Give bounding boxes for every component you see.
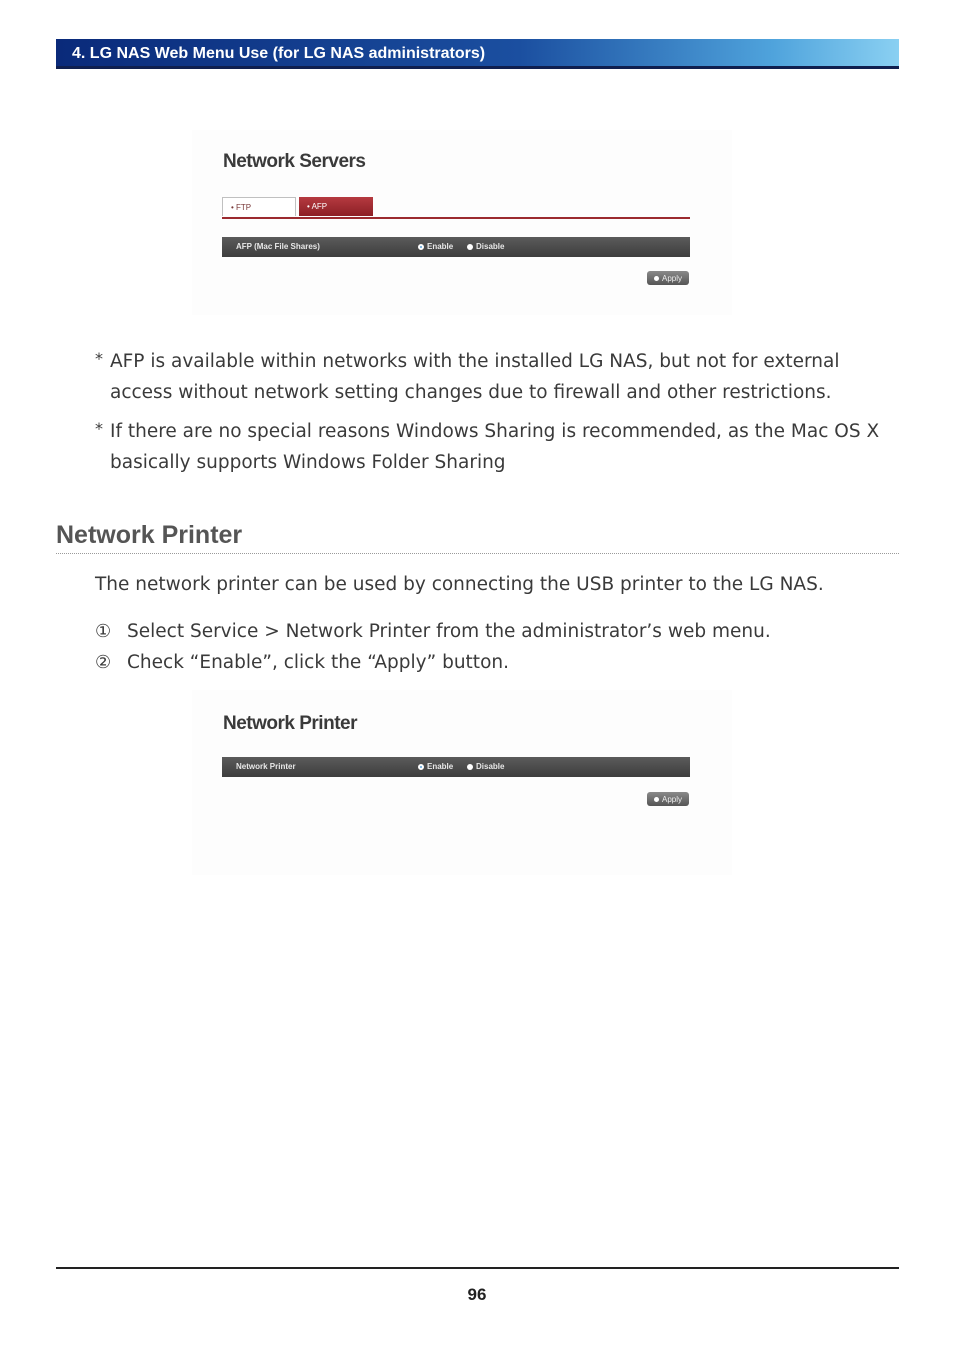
- page-number: 96: [467, 1285, 487, 1304]
- printer-setting-row: [222, 757, 690, 777]
- network-printer-screenshot: [192, 690, 732, 875]
- printer-apply-button[interactable]: [647, 792, 689, 806]
- step-number: ②: [95, 652, 112, 673]
- note-marker: *: [95, 419, 103, 438]
- server-tabs: [222, 196, 690, 219]
- network-servers-screenshot: [192, 130, 732, 315]
- radio-unselected-icon: [467, 764, 473, 770]
- afp-enable-radio[interactable]: [418, 242, 453, 251]
- afp-apply-button[interactable]: [647, 271, 689, 285]
- afp-setting-row: [222, 237, 690, 257]
- step-text: Select Service > Network Printer from the administrator’s web menu.: [127, 621, 771, 642]
- network-servers-title: Network Servers: [223, 151, 366, 172]
- chapter-title: 4. LG NAS Web Menu Use (for LG NAS administrators): [72, 45, 486, 62]
- radio-unselected-icon: [467, 244, 473, 250]
- network-printer-title: Network Printer: [223, 713, 357, 734]
- section-divider: [56, 553, 899, 554]
- step-1: [95, 621, 771, 642]
- note-afp-availability: [95, 346, 895, 408]
- printer-row-label: Network Printer: [236, 762, 296, 771]
- step-text: Check “Enable”, click the “Apply” button.: [127, 652, 509, 673]
- chapter-header-bar: [56, 39, 899, 69]
- printer-disable-radio[interactable]: [467, 762, 504, 771]
- note-text: If there are no special reasons Windows Sharing is recommended, as the Mac OS X basically supports Windows Folder Sharing: [110, 421, 880, 473]
- printer-disable-label: Disable: [476, 762, 505, 771]
- apply-icon: [654, 797, 659, 802]
- footer-divider: [56, 1267, 899, 1269]
- step-2: [95, 652, 509, 673]
- section-heading: Network Printer: [56, 521, 243, 549]
- tab-afp[interactable]: • AFP: [299, 197, 373, 216]
- apply-icon: [654, 276, 659, 281]
- note-text: AFP is available within networks with the installed LG NAS, but not for external access without network setting changes due to firewall and other restrictions.: [110, 351, 840, 403]
- note-marker: *: [95, 349, 103, 368]
- afp-row-label: AFP (Mac File Shares): [236, 242, 320, 251]
- afp-disable-radio[interactable]: [467, 242, 504, 251]
- radio-selected-icon: [418, 244, 424, 250]
- section-intro: The network printer can be used by connecting the USB printer to the LG NAS.: [95, 574, 824, 595]
- printer-enable-radio[interactable]: [418, 762, 453, 771]
- printer-enable-label: Enable: [427, 762, 454, 771]
- afp-enable-label: Enable: [427, 242, 454, 251]
- note-windows-sharing: [95, 416, 895, 478]
- afp-apply-label: Apply: [661, 273, 682, 283]
- radio-selected-icon: [418, 764, 424, 770]
- step-number: ①: [95, 621, 112, 642]
- printer-apply-label: Apply: [661, 794, 682, 804]
- afp-disable-label: Disable: [476, 242, 505, 251]
- tab-ftp[interactable]: • FTP: [222, 197, 296, 216]
